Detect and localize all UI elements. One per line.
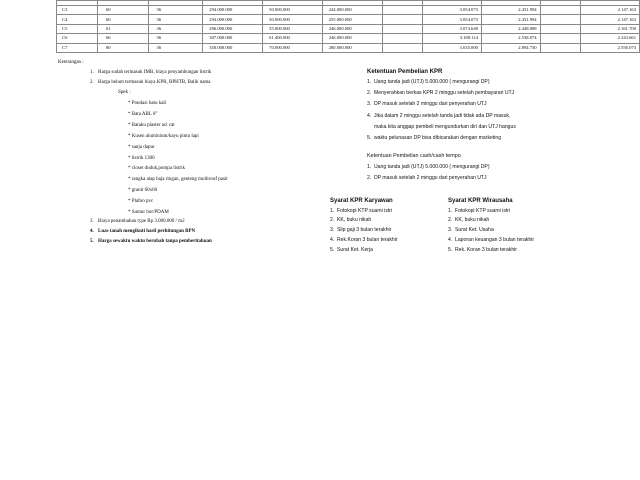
employee-requirement-item: 1. Fotokopi KTP suami istri [330,208,393,214]
cell-price: 294.000.000 [203,15,263,24]
spec-item: * Pondasi batu kali [128,101,167,106]
price-table-body [57,1,640,53]
cash-terms-title: Ketentuan Pembelian cash/cash tempo [367,153,461,159]
entrepreneur-requirement-item: 4. Laporan keuangan 3 bulan terakhir [448,237,535,243]
cell-blank [540,6,581,15]
employee-requirements-title: Syarat KPR Karyawan [330,198,393,204]
kpr-term-item: 1. Uang tanda jadi (UTJ) 5.000.000 ( mengurangi DP) [367,79,490,85]
table-row [57,34,640,43]
cell-installment-2: 2.448.008 [481,24,540,33]
note-text: Harga sudah termasuk IMB, biaya penyambungan listrik [98,70,212,75]
note-item-3 [90,219,185,224]
cell-type: C7 [57,43,98,52]
cell-dp: 61.400.000 [263,34,323,43]
employee-requirement-item: 4. Rek.Koran 3 bulan terakhir [330,237,398,243]
cell-installment-3: 2.161.700 [581,24,640,33]
cell-land-area: 80 [97,43,148,52]
cell-blank [382,34,423,43]
spec-item: * Bata ABL 8" [128,112,158,117]
cell-type: C6 [57,34,98,43]
cell-building-area: 36 [148,43,203,52]
cell-blank [540,43,581,52]
cell-dp: 55.000.000 [263,24,323,33]
cell-kpr: 280.000.000 [322,43,382,52]
spec-item: * Kusen aluminium/kayu pintu lapi [128,134,199,139]
cell-installment-3: 2.147.163 [581,6,640,15]
table-row [57,15,640,24]
note-text: Biaya penambahan type Rp 3.000.000 / m2 [98,219,185,224]
cell-installment-1: 3.635.000 [423,43,482,52]
note-item-2 [90,80,211,85]
cell-installment-2: 2.538.074 [481,34,540,43]
cell-price: 350.000.000 [203,43,263,52]
cell-building-area: 36 [148,15,203,24]
cell-blank [382,6,423,15]
cell-installment-3: 2.243.661 [581,34,640,43]
kpr-term-item: 2. Menyerahkan berkas KPR 2 minggu setelah pembayaran UTJ [367,90,515,96]
cell-blank [382,43,423,52]
entrepreneur-requirement-item: 3. Surat Ket. Usaha [448,227,494,233]
cell-kpr: 246.000.000 [322,34,382,43]
price-table [56,0,640,53]
kpr-term-item: maka kita anggap pembeli mengundurkan diri dan UTJ hangus [374,124,516,130]
cash-term-item: 1. Uang tanda jadi (UTJ) 5.000.000 ( mengurangi DP) [367,164,490,170]
employee-requirement-item: 3. Slip gaji 3 bulan terakhir [330,227,392,233]
cell-blank [540,34,581,43]
table-row [57,24,640,33]
cell-type: C5 [57,24,98,33]
note-number: 4. [90,229,94,234]
cell-price: 307.000.000 [203,34,263,43]
spec-item: * Sumur bor/PDAM [128,210,169,215]
cell-building-area: 36 [148,34,203,43]
cell-installment-2: 2.431.994 [481,6,540,15]
spec-item: * Plafon pvc [128,199,154,204]
cell-price: 296.000.000 [203,24,263,33]
note-number: 2. [90,80,94,85]
entrepreneur-requirement-item: 5. Rek. Koran 3 bulan terakhir [448,247,518,253]
entrepreneur-requirements-title: Syarat KPR Wirausaha [448,198,513,204]
cell-land-area: 60 [97,15,148,24]
note-item-1 [90,70,211,75]
kpr-term-item: 5. waktu pelunasan DP bisa dibicarakan dengan marketing [367,135,502,141]
cell-blank [382,24,423,33]
note-text: Luas tanah mengikuti hasil perhitungan BPN [98,229,196,234]
employee-requirement-item: 5. Surat Ket. Kerja [330,247,373,253]
cell-installment-1: 3.054.073 [423,6,482,15]
cell-blank [382,15,423,24]
spec-item: * rangka atap baja ringan, genteng multiroof pasir [128,177,228,182]
cell-kpr: 244.000.000 [322,6,382,15]
cell-installment-2: 2.431.994 [481,15,540,24]
cell-type: C4 [57,15,98,24]
cell-installment-1: 3.074.648 [423,24,482,33]
kpr-term-item: 3. DP masuk setelah 2 minggu dari penyerahan UTJ [367,101,487,107]
spec-item: * Bataku plaster aci cat [128,123,175,128]
note-item-4 [90,229,195,234]
cell-price: 294.000.000 [203,6,263,15]
note-number: 5. [90,239,94,244]
spec-label: Spek : [118,90,131,95]
cell-land-area: 61 [97,24,148,33]
cell-dp: 50.000.000 [263,15,323,24]
cell-dp: 50.000.000 [263,6,323,15]
cell-kpr: 246.000.000 [322,24,382,33]
notes-title: Keterangan : [58,60,84,65]
cell-kpr: 255.000.000 [322,15,382,24]
cell-installment-1: 3.054.073 [423,15,482,24]
cash-term-item: 2. DP masuk setelah 2 minggu dari penyerahan UTJ [367,175,487,181]
cell-type: C3 [57,6,98,15]
cell-land-area: 66 [97,34,148,43]
note-text: Harga belum termasuk biaya KPR, BPHTB, Balik nama [98,80,211,85]
table-row [57,43,640,52]
cell-blank [540,24,581,33]
cell-installment-3: 2.147.163 [581,15,640,24]
employee-requirement-item: 2. KK, buku nikah [330,217,372,223]
cell-blank [540,15,581,24]
cell-installment-3: 2.556.073 [581,43,640,52]
spec-item: * closet duduk,pompa listrik [128,166,185,171]
kpr-term-item: 4. Jika dalam 2 minggu setelah tanda jadi tidak ada DP masuk, [367,113,511,119]
cell-building-area: 36 [148,6,203,15]
spec-item: * listrik 1300 [128,156,155,161]
note-text: Harga sewaktu waktu berubah tanpa pemberitahuan [98,239,212,244]
table-row [57,6,640,15]
cell-installment-1: 3.188.114 [423,34,482,43]
cell-dp: 70.000.000 [263,43,323,52]
spec-item: * sanja dapur [128,145,155,150]
note-number: 1. [90,70,94,75]
cell-installment-2: 2.894.730 [481,43,540,52]
spec-item: * granit 60x60 [128,188,158,193]
entrepreneur-requirement-item: 2. KK, buku nikah [448,217,490,223]
note-item-5 [90,239,212,244]
cell-land-area: 60 [97,6,148,15]
note-number: 3. [90,219,94,224]
kpr-terms-title: Ketentuan Pembelian KPR [367,69,443,75]
entrepreneur-requirement-item: 1. Fotokopi KTP suami istri [448,208,511,214]
cell-building-area: 36 [148,24,203,33]
